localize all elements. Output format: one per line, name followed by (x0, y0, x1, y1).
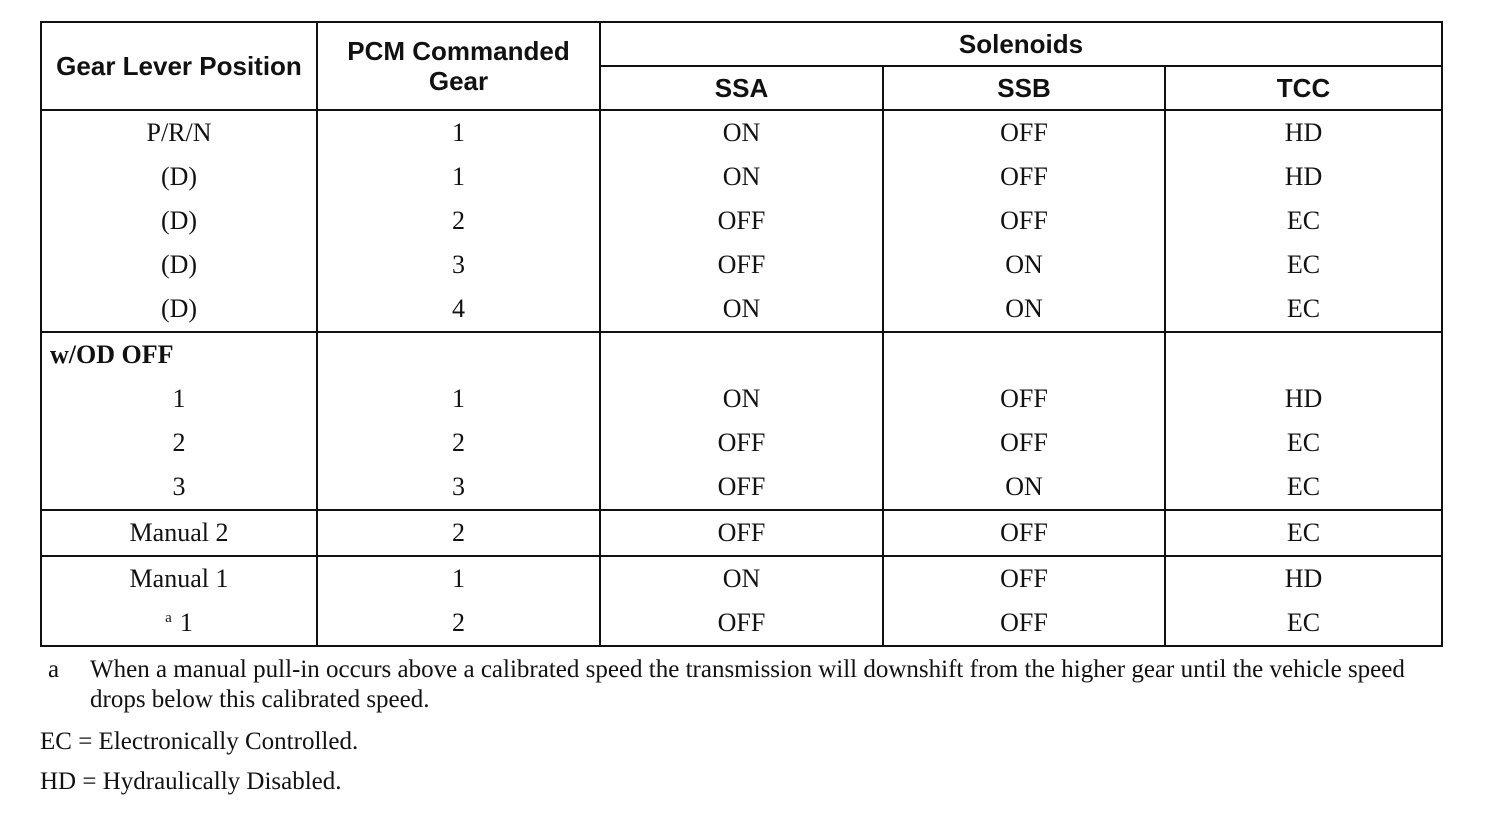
table-row (41, 601, 1442, 646)
footnote-marker: a (48, 656, 60, 683)
cell-tcc: EC (1165, 243, 1442, 287)
cell-ssa: ON (600, 556, 883, 601)
cell-ssa: ON (600, 287, 883, 332)
cell-ssb: OFF (883, 155, 1165, 199)
legend-hd: HD = Hydraulically Disabled. (40, 768, 342, 795)
table-row (41, 465, 1442, 510)
cell-position: P/R/N (41, 110, 317, 155)
footnote (40, 655, 1460, 715)
cell-tcc: HD (1165, 110, 1442, 155)
cell-ssa: OFF (600, 601, 883, 646)
cell-position: Manual 2 (41, 510, 317, 556)
cell-gear: 1 (317, 155, 600, 199)
cell-position (41, 601, 317, 646)
cell-tcc: EC (1165, 421, 1442, 465)
cell-gear: 2 (317, 421, 600, 465)
cell-position: 1 (41, 377, 317, 421)
cell-position: (D) (41, 199, 317, 243)
cell-ssa: OFF (600, 421, 883, 465)
cell-tcc: EC (1165, 465, 1442, 510)
table-row (41, 155, 1442, 199)
header-ssa: SSA (600, 66, 883, 110)
section-label-od-off: w/OD OFF (41, 332, 317, 377)
table-row (41, 110, 1442, 155)
cell-tcc: EC (1165, 287, 1442, 332)
cell-ssa: OFF (600, 243, 883, 287)
cell-ssb: OFF (883, 110, 1165, 155)
cell-ssa: ON (600, 110, 883, 155)
table-row (41, 377, 1442, 421)
footnote-marker-a: a (165, 610, 172, 626)
cell-ssb: OFF (883, 421, 1165, 465)
cell-ssb: OFF (883, 377, 1165, 421)
table-row (41, 287, 1442, 332)
cell-ssb: OFF (883, 601, 1165, 646)
cell-position: (D) (41, 155, 317, 199)
cell-gear: 4 (317, 287, 600, 332)
table-row (41, 199, 1442, 243)
cell-position: 3 (41, 465, 317, 510)
cell-ssb: OFF (883, 556, 1165, 601)
cell-gear: 2 (317, 601, 600, 646)
cell-tcc: HD (1165, 155, 1442, 199)
header-pcm-commanded-gear: PCM Commanded Gear (317, 22, 600, 110)
cell-gear: 3 (317, 243, 600, 287)
cell-tcc: EC (1165, 199, 1442, 243)
cell-position: 2 (41, 421, 317, 465)
cell-tcc: EC (1165, 601, 1442, 646)
cell-gear: 2 (317, 199, 600, 243)
cell-tcc: EC (1165, 510, 1442, 556)
cell-ssa: ON (600, 377, 883, 421)
header-ssb: SSB (883, 66, 1165, 110)
cell-position: (D) (41, 243, 317, 287)
cell-tcc: HD (1165, 377, 1442, 421)
header-tcc: TCC (1165, 66, 1442, 110)
cell-position: (D) (41, 287, 317, 332)
cell-ssa: OFF (600, 510, 883, 556)
cell-ssb: ON (883, 287, 1165, 332)
notes-section (40, 655, 1460, 807)
cell-gear: 1 (317, 377, 600, 421)
cell-ssa: OFF (600, 199, 883, 243)
cell-gear: 1 (317, 110, 600, 155)
legend-ec: EC = Electronically Controlled. (40, 728, 359, 755)
cell-empty (1165, 332, 1442, 377)
cell-tcc: HD (1165, 556, 1442, 601)
cell-gear: 1 (317, 556, 600, 601)
table-row (41, 510, 1442, 556)
cell-position-value: 1 (179, 608, 193, 637)
cell-ssb: OFF (883, 199, 1165, 243)
footnote-text: When a manual pull-in occurs above a calibrated speed the transmission will downshift from the higher gear until the vehicle speed drops below this calibrated speed. (90, 656, 1405, 713)
cell-empty (883, 332, 1165, 377)
cell-empty (317, 332, 600, 377)
table-row (41, 243, 1442, 287)
header-solenoids: Solenoids (600, 22, 1442, 66)
table-row (41, 421, 1442, 465)
cell-ssb: ON (883, 465, 1165, 510)
table-row-section-label (41, 332, 1442, 377)
solenoid-table (40, 21, 1443, 647)
cell-ssb: OFF (883, 510, 1165, 556)
cell-ssb: ON (883, 243, 1165, 287)
cell-gear: 3 (317, 465, 600, 510)
cell-ssa: OFF (600, 465, 883, 510)
header-gear-lever-position: Gear Lever Position (41, 22, 317, 110)
cell-ssa: ON (600, 155, 883, 199)
table-row (41, 556, 1442, 601)
solenoid-table-container (40, 21, 1441, 647)
cell-gear: 2 (317, 510, 600, 556)
cell-empty (600, 332, 883, 377)
cell-position: Manual 1 (41, 556, 317, 601)
